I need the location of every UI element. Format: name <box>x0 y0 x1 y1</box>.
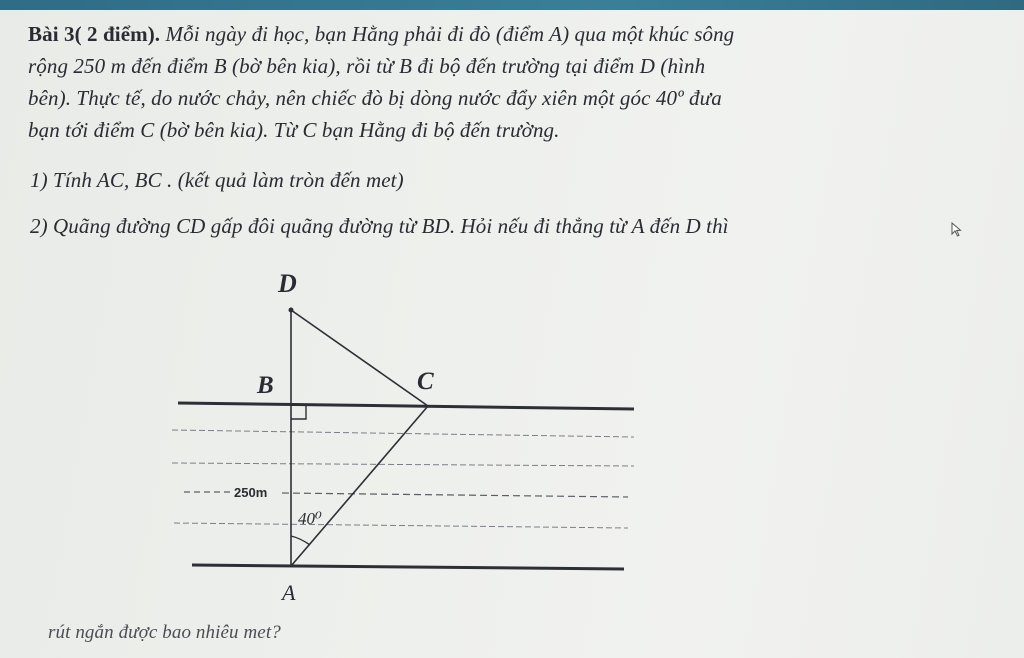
problem-heading: Bài 3( 2 điểm). <box>28 22 161 46</box>
label-D: D <box>278 269 297 298</box>
question-2: 2) Quãng đường CD gấp đôi quãng đường từ BD. Hỏi nếu đi thẳng từ A đến D thì <box>30 214 729 238</box>
water-line-4 <box>174 523 628 528</box>
width-label: 250m <box>234 485 268 500</box>
label-A: A <box>282 580 296 605</box>
problem-line-3: bên). Thực tế, do nước chảy, nên chiếc đò bị dòng nước đẩy xiên một góc 40º đưa <box>28 86 722 110</box>
segment-DC <box>291 310 428 406</box>
label-B: B <box>257 372 274 399</box>
angle-label: 40⁰ <box>298 509 322 528</box>
angle-arc <box>291 536 310 545</box>
far-bank-line <box>178 403 634 409</box>
problem-line-1-text: Mỗi ngày đi học, bạn Hằng phải đi đò (điểm A) qua một khúc sông <box>165 22 735 46</box>
problem-line-2: rộng 250 m đến điểm B (bờ bên kia), rồi từ B đi bộ đến trường tại điểm D (hình <box>28 54 706 78</box>
problem-line-4: bạn tới điểm C (bờ bên kia). Từ C bạn Hằng đi bộ đến trường. <box>28 118 560 142</box>
segment-AC <box>291 406 428 566</box>
water-line-2 <box>172 463 634 466</box>
water-line-3b <box>282 493 628 497</box>
near-bank-line <box>192 565 624 569</box>
question-1: 1) Tính AC, BC . (kết quả làm tròn đến met) <box>30 168 404 192</box>
label-C: C <box>417 368 434 395</box>
right-angle-marker <box>291 405 306 419</box>
question-2-continued: rút ngắn được bao nhiêu met? <box>48 622 281 643</box>
point-D <box>289 308 294 313</box>
